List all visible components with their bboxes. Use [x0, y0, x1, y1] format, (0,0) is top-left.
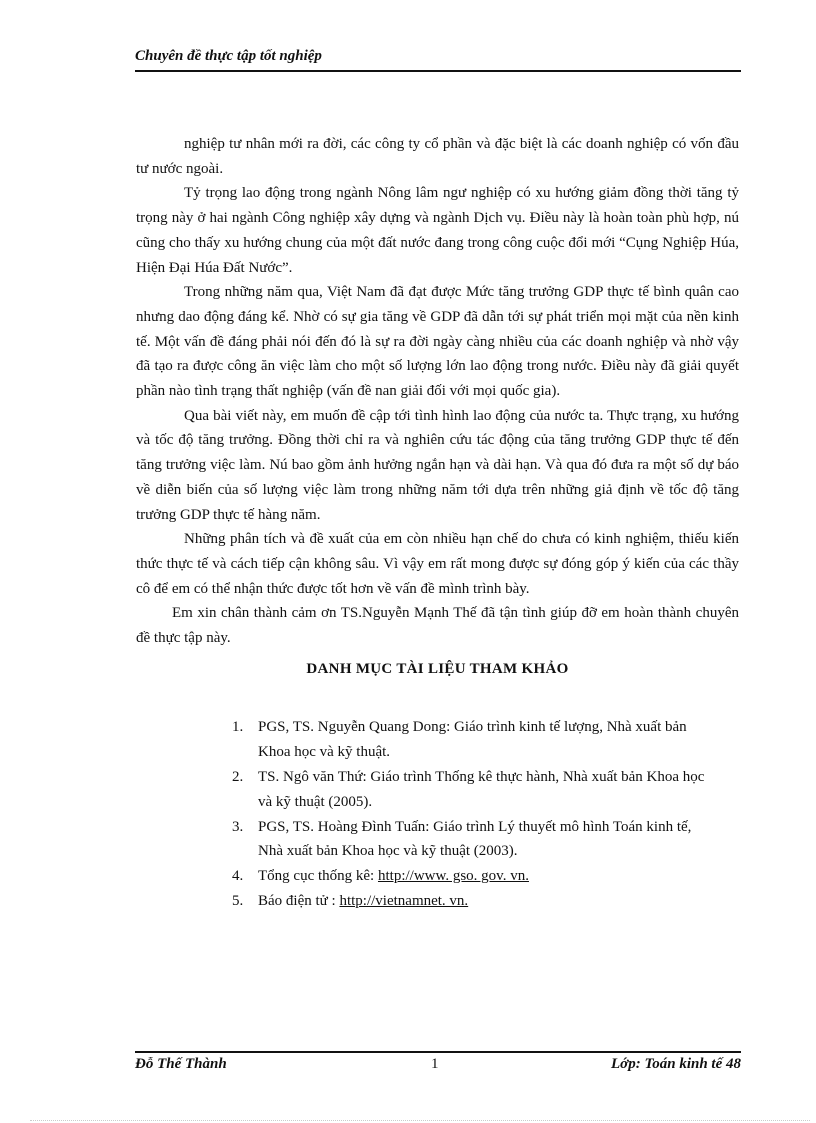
reference-number: 5.	[232, 893, 244, 910]
reference-link[interactable]: http://vietnamnet. vn.	[339, 893, 469, 910]
reference-item	[232, 864, 707, 889]
reference-number: 4.	[232, 868, 244, 885]
references-list	[232, 715, 707, 913]
page-bottom-edge	[30, 1120, 810, 1121]
paragraph: Trong những năm qua, Việt Nam đã đạt được Mức tăng trưởng GDP thực tế bình quân cao nhưng dao động đáng kể. Nhờ có sự gia tăng về GDP đã dẫn tới sự phát triển mọi mặt của nền kinh tế. Một vấn đề đáng phải nói đến đó là sự ra đời ngày càng nhiều của các doanh nghiệp và nhờ vậy đã tạo ra được công ăn việc làm cho một số lượng lớn lao động trong nước. Điều này đã giải quyết phần nào tình trạng thất nghiệp (vấn đề nan giải đối với mọi quốc gia).	[136, 284, 739, 400]
reference-item	[232, 889, 707, 914]
reference-text: PGS, TS. Nguyễn Quang Dong: Giáo trình kinh tế lượng, Nhà xuất bản Khoa học và kỹ thuật.	[258, 719, 687, 761]
reference-text: TS. Ngô văn Thứ: Giáo trình Thống kê thực hành, Nhà xuất bản Khoa học và kỹ thuật (2005).	[258, 769, 705, 810]
header-divider	[135, 70, 741, 72]
reference-number: 2.	[232, 769, 244, 786]
acknowledgement-paragraph: Em xin chân thành cảm ơn TS.Nguyễn Mạnh Thế đã tận tình giúp đỡ em hoàn thành chuyên đề thực tập này.	[136, 605, 739, 647]
reference-text: Báo điện tử :	[258, 893, 340, 910]
page-number: 1	[431, 1056, 439, 1072]
reference-text: PGS, TS. Hoàng Đình Tuấn: Giáo trình Lý thuyết mô hình Toán kinh tế, Nhà xuất bản Khoa học và kỹ thuật (2003).	[258, 818, 692, 860]
paragraph: Qua bài viết này, em muốn đề cập tới tình hình lao động của nước ta. Thực trạng, xu hướng và tốc độ tăng trưởng. Đồng thời chỉ ra và nghiên cứu tác động của tăng trưởng GDP thực tế đến tăng trưởng việc làm. Nú bao gồm ảnh hưởng ngắn hạn và dài hạn. Và qua đó đưa ra một số dự báo về diễn biến của số lượng việc làm trong những năm tới dựa trên những giả định về tốc độ tăng trưởng GDP thực tế hàng năm.	[136, 407, 739, 523]
paragraph: Tỷ trọng lao động trong ngành Nông lâm ngư nghiệp có xu hướng giảm đồng thời tăng tỷ trọng này ở hai ngành Công nghiệp xây dựng và ngành Dịch vụ. Điều này là hoàn toàn phù hợp, nú cũng cho thấy xu hướng chung của một đất nước đang trong công cuộc đổi mới “Cụng Nghiệp Húa, Hiện Đại Húa Đất Nước”.	[136, 185, 739, 276]
paragraph: nghiệp tư nhân mới ra đời, các công ty cổ phần và đặc biệt là các doanh nghiệp có vốn đầu tư nước ngoài.	[136, 136, 739, 177]
reference-item	[232, 715, 707, 765]
reference-number: 1.	[232, 719, 244, 736]
reference-item	[232, 815, 707, 865]
reference-link[interactable]: http://www. gso. gov. vn.	[377, 868, 529, 885]
footer-class: Lớp: Toán kinh tế 48	[610, 1056, 741, 1072]
paragraph: Những phân tích và đề xuất của em còn nhiều hạn chế do chưa có kinh nghiệm, thiếu kiến thức thực tế và cách tiếp cận không sâu. Vì vậy em rất mong được sự đóng góp ý kiến của các thầy cô để em có thể nhận thức được tốt hơn về vấn đề mình trình bày.	[136, 531, 739, 597]
footer-divider	[135, 1051, 741, 1053]
reference-text: Tổng cục thống kê:	[258, 868, 378, 885]
page-footer	[135, 1056, 741, 1078]
references-heading: DANH MỤC TÀI LIỆU THAM KHẢO	[306, 660, 569, 677]
reference-item	[232, 765, 707, 815]
page-header-title: Chuyên đề thực tập tốt nghiệp	[135, 48, 322, 64]
reference-number: 3.	[232, 818, 244, 835]
footer-author: Đỗ Thế Thành	[135, 1056, 227, 1072]
document-body	[136, 132, 739, 914]
